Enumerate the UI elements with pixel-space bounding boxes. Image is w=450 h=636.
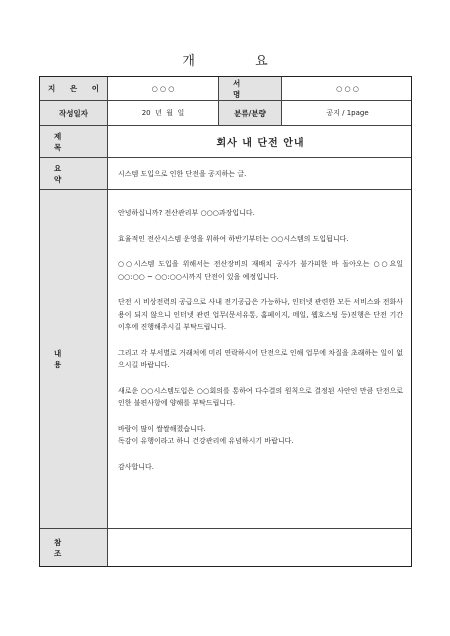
summary-row bbox=[40, 158, 411, 190]
date-value: 20 년 월 일 bbox=[141, 109, 185, 117]
content-paragraph: 감사합니다. bbox=[118, 462, 155, 471]
subject-label: 제 목 bbox=[40, 126, 108, 157]
reference-label: 참 조 bbox=[40, 529, 108, 566]
category-label: 분류/분량 bbox=[218, 101, 282, 125]
reference-row bbox=[40, 529, 411, 566]
subject-row bbox=[40, 126, 411, 158]
summary-label: 요 약 bbox=[40, 158, 108, 189]
document-title: 개 요 bbox=[182, 54, 296, 69]
sign-label: 서 명 bbox=[218, 77, 282, 100]
content-paragraph: 효율적인 전산시스템 운영을 위하여 하반기부터는 ○○시스템의 도입됩니다. bbox=[118, 234, 349, 243]
overview-form bbox=[39, 76, 412, 567]
content-row bbox=[40, 190, 411, 529]
category-value: 공지 / 1page bbox=[326, 109, 369, 117]
content-paragraph: 그리고 각 부서별로 거래처에 미리 연락하시어 단전으로 인해 업무에 차질을 초래하는 일이 없으시길 바랍니다. bbox=[118, 348, 403, 369]
content-paragraph: 단전 시 비상전력의 공급으로 사내 전기공급은 가능하나, 인터넷 관련한 모든 서비스와 전화사용이 되지 않으니 인터넷 관련 업무(문서유통, 홈페이지, 메일, 웹호스팅 등)진행은 단전 기간 이후에 진행해주시길 부탁드립니다. bbox=[118, 298, 403, 331]
date-row bbox=[40, 101, 411, 126]
content-paragraph: 안녕하십니까? 전산관리부 ○○○과장입니다. bbox=[118, 209, 255, 217]
content-label: 내 용 bbox=[40, 190, 108, 528]
content-paragraph: ○○시스템 도입을 위해서는 전산장비의 재배치 공사가 불가피한 바 돌아오는 ○○요일 ○○:○○ ~ ○○:○○시까지 단전이 있을 예정입니다. bbox=[118, 260, 403, 281]
content-paragraph: 새로운 ○○시스템도입은 ○○회의를 통하여 다수결의 원칙으로 결정된 사안인 만큼 단전으로 인한 불편사항에 양해를 부탁드립니다. bbox=[118, 386, 403, 407]
sign-value: ○ ○ ○ bbox=[336, 84, 359, 93]
author-row bbox=[40, 77, 411, 101]
subject-value: 회사 내 단전 안내 bbox=[216, 138, 305, 149]
reference-value bbox=[108, 529, 413, 566]
content-paragraph: 바람이 많이 쌀쌀해졌습니다. 독감이 유행이라고 하니 건강관리에 유념하시기 바랍니다. bbox=[118, 424, 294, 445]
author-label: 지 은 이 bbox=[40, 77, 108, 100]
date-label: 작성일자 bbox=[40, 101, 108, 125]
author-value: ○ ○ ○ bbox=[151, 84, 175, 93]
summary-value: 시스템 도입으로 인한 단전을 공지하는 글. bbox=[118, 169, 247, 178]
content-body bbox=[108, 190, 413, 528]
